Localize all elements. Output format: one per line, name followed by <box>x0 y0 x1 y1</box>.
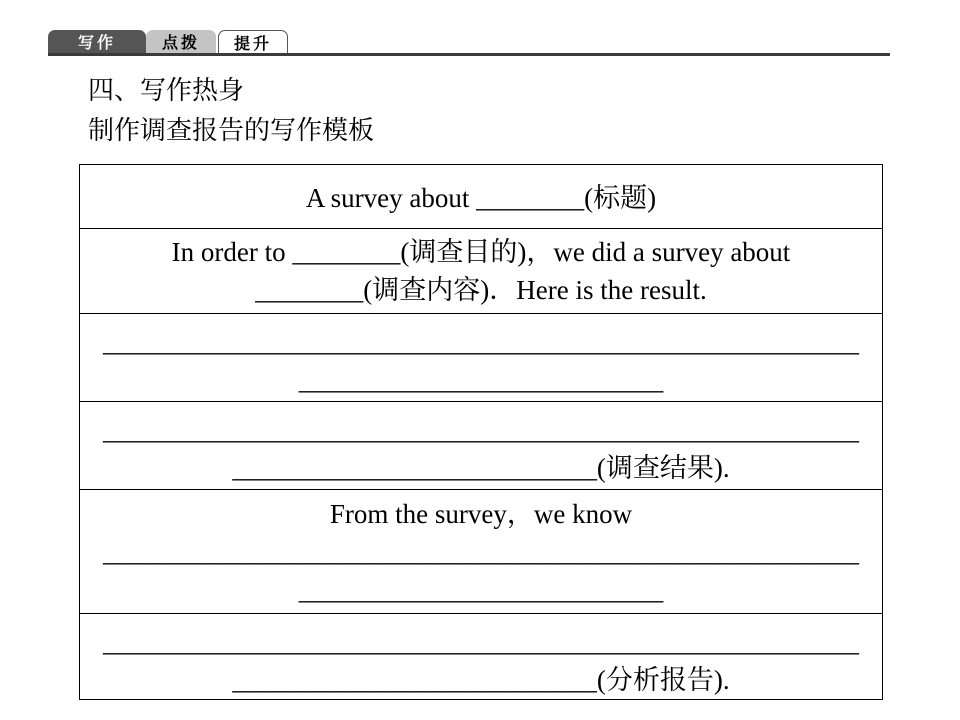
tab-improvement: 提升 <box>218 30 288 55</box>
section-title: 四、写作热身 <box>88 76 245 106</box>
template-row-purpose <box>80 228 882 313</box>
blank-line: ________________________________________________________ <box>103 627 859 657</box>
section-tabs <box>48 28 890 56</box>
tab-writing: 写作 <box>48 30 146 55</box>
blank-line: ________________________________________________________ <box>103 327 859 357</box>
template-text: ________(调查内容)．Here is the result. <box>255 275 707 305</box>
template-row-blank <box>80 313 882 401</box>
template-row-findings <box>80 489 882 613</box>
template-text: ___________________________(分析报告). <box>232 665 730 695</box>
tab-baseline <box>48 53 890 56</box>
template-text: ___________________________(调查结果). <box>232 453 730 483</box>
template-row-results <box>80 401 882 489</box>
report-template-table <box>79 164 883 700</box>
template-text: From the survey，we know <box>329 499 633 529</box>
tab-guidance: 点拨 <box>146 30 216 55</box>
template-text: In order to ________(调查目的)，we did a survey about <box>171 237 791 267</box>
blank-line: ___________________________ <box>298 575 664 605</box>
template-text: A survey about ________(标题) <box>305 183 657 213</box>
template-row-analysis <box>80 613 882 699</box>
blank-line: ________________________________________________________ <box>103 415 859 445</box>
section-subtitle: 制作调查报告的写作模板 <box>88 116 375 146</box>
blank-line: ___________________________ <box>298 365 664 395</box>
blank-line: ________________________________________________________ <box>103 537 859 567</box>
template-row-title <box>80 165 882 228</box>
